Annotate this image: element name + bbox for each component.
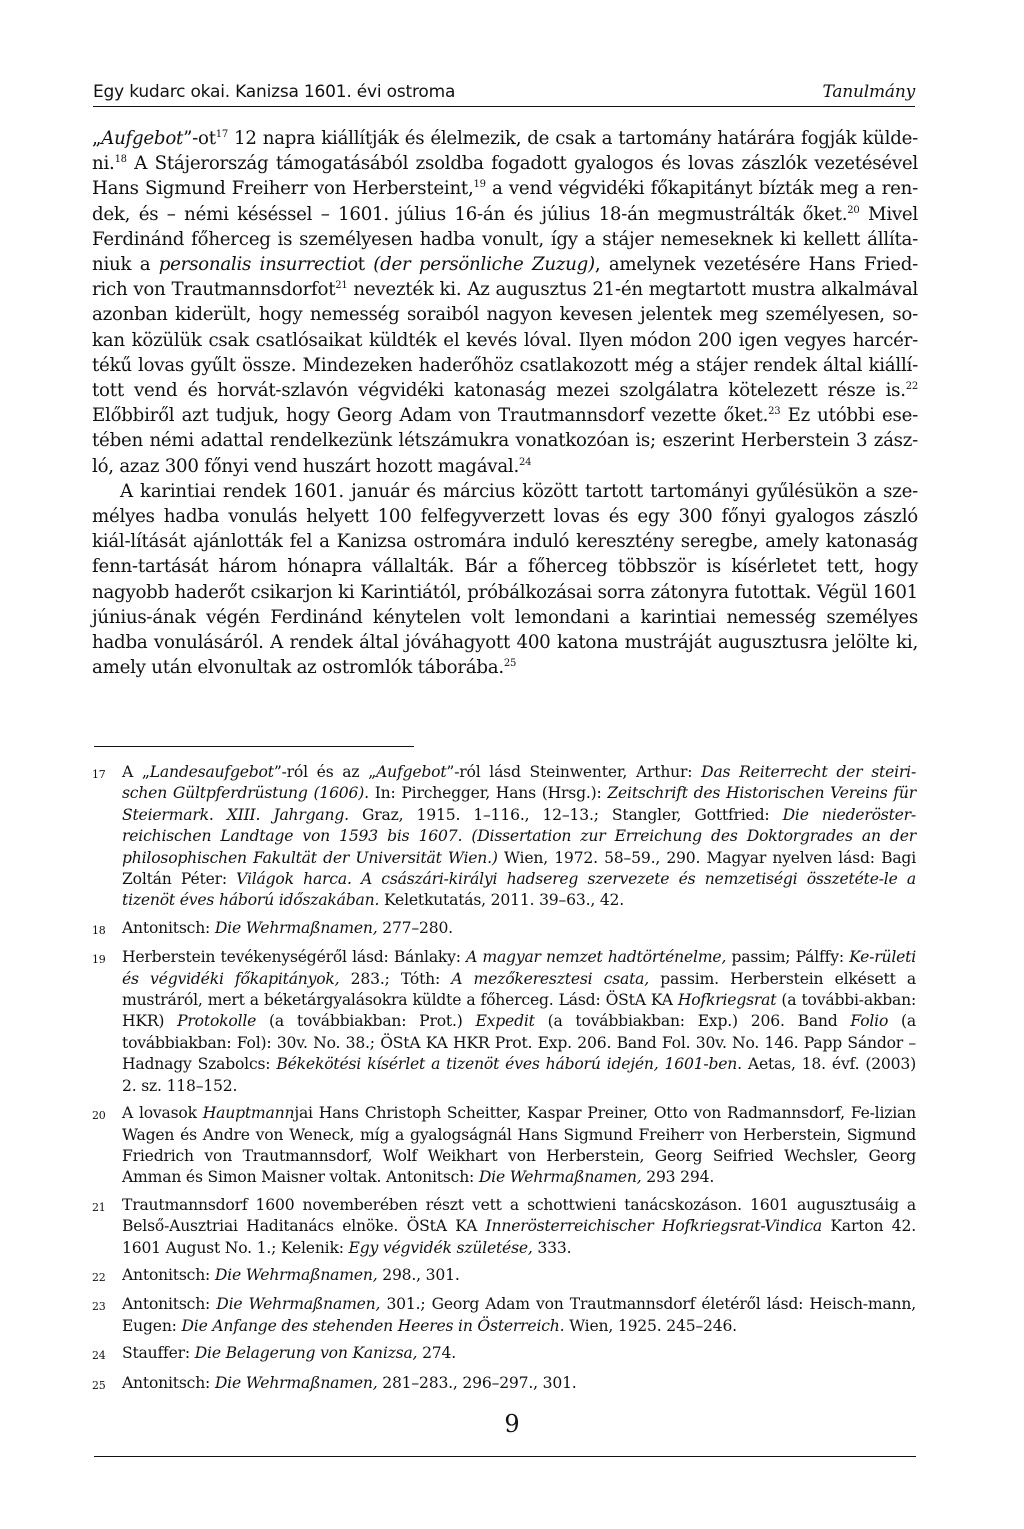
text-run: (a továbbiakban: Fol): 30v. No. 38.; ÖStA KA HKR Prot. Exp. 206. Band Fol. 30v. No. 146. Papp Sándor – Hadnagy Szabolcs: [122, 1012, 916, 1074]
text-run: ”-ról lásd Steinwenter, Arthur: [446, 763, 702, 781]
footnote-ref: 19 [473, 179, 486, 191]
text-run: Antonitsch: [122, 1265, 215, 1284]
page-number: 9 [504, 1410, 520, 1438]
text-run: passim; Pálffy: [726, 948, 850, 967]
italic-text: Világok harca. A császári-királyi hadsereg szervezete és nemzetiségi összetéte-le a tizenöt éves háború időszakában. [122, 870, 916, 910]
text-run: ”-ot [183, 128, 216, 149]
italic-text: Protokolle [177, 1012, 257, 1031]
italic-text: Die Wehrmaßnamen, [214, 1373, 378, 1392]
italic-text: Die Wehrmaßnamen, [214, 1265, 378, 1284]
paragraph-1 [92, 126, 918, 479]
italic-text: Die Wehrmaßnamen, [478, 1168, 642, 1187]
footnote-text [122, 947, 916, 1097]
footnote-text [122, 762, 916, 912]
footnote-text [122, 1103, 916, 1189]
footnote-20 [92, 1103, 916, 1189]
main-text [92, 126, 918, 680]
italic-text: Aufgebot [376, 763, 447, 781]
footnotes [92, 762, 916, 1402]
running-title: Egy kudarc okai. Kanizsa 1601. évi ostroma [93, 82, 456, 102]
text-run: Aetas, 18. évf. (2003) 2. sz. 118–152. [122, 1055, 916, 1095]
text-run: jai Hans Christoph Scheitter, Kaspar Preiner, Otto von Radmannsdorf, Fe-lizian Wagen és Andre von Weneck, míg a gyalogságnál Hans Sigmund Freiherr von Herberstein, Sigmund Friedrich von Trautmannsdorf, Wolf Weikhart von Herberstein, Georg Seifried Wechsler, Georg Amman és Simon Maisner voltak. Antonitsch: [122, 1104, 917, 1187]
footnote-number: 22 [92, 1270, 106, 1284]
footnote-ref: 22 [905, 380, 918, 392]
text-run: (a továbbiakban: Exp.) 206. Band [534, 1012, 851, 1031]
footnote-number: 24 [92, 1349, 106, 1363]
text-run: 12 napra kiállítják és élelmezik, de csak a tartomány határára fogják külde-ni. [92, 128, 918, 175]
text-run: Előbbiről azt tudjuk, hogy Georg Adam von Trautmannsdorf vezette őket. [92, 405, 769, 427]
text-run: passim. Herberstein elkésett a mustráról, mert a béketárgyalásokra küldte a főherceg. Lásd: ÖStA KA [122, 969, 916, 1010]
text-run: Antonitsch: [122, 918, 215, 937]
italic-text: Innerösterreichischer Hofkriegsrat-Vindica [485, 1217, 822, 1236]
text-run: A „ [122, 763, 150, 781]
text-run: Trautmannsdorf 1600 novemberében részt vett a schottwieni tanácskozáson. 1601 augusztusáig a Belső-Ausztriai Haditanács elnöke. ÖStA KA [122, 1195, 916, 1236]
footnote-ref: 25 [503, 658, 517, 670]
italic-text: (der persönliche Zuzug) [373, 254, 595, 276]
footnote-text [122, 1373, 916, 1396]
text-run: 281–283., 296–297., 301. [377, 1373, 577, 1392]
text-run: 301.; Georg Adam von Trautmannsdorf életéről lásd: Heisch-mann, Eugen: [122, 1295, 916, 1335]
text-run: Stauffer: [122, 1344, 195, 1363]
footnote-text [122, 1343, 916, 1366]
text-run: , amelynek vezetésére Hans Fried-rich von Trautmannsdorfot [92, 254, 918, 301]
text-run: 283.; Tóth: [339, 969, 452, 988]
text-run: (a továbbiakban: Prot.) [256, 1012, 476, 1031]
footnote-number: 20 [92, 1109, 106, 1123]
footnote-22 [92, 1265, 916, 1288]
italic-text: personalis insurrectio [158, 254, 358, 276]
footnote-number: 23 [92, 1300, 106, 1314]
italic-text: Das Reiterrecht der steiri-schen Gültpferdrüstung (1606). [122, 763, 917, 803]
italic-text: Die niederöster-reichischen Landtage von 1593 bis 1607. (Dissertation zur Erreichung des Doktorgrades an der philosophischen Fakultät der Universität Wien.) [122, 805, 916, 867]
bottom-rule [94, 1456, 916, 1457]
footnote-text [122, 1195, 916, 1259]
italic-text: Hauptmann [202, 1104, 295, 1123]
text-run: Antonitsch: [122, 1295, 217, 1314]
footnote-ref: 23 [768, 406, 781, 418]
italic-text: Egy végvidék születése, [348, 1238, 533, 1257]
italic-text: A mezőkeresztesi csata, [451, 969, 650, 988]
paragraph-2 [92, 479, 918, 681]
text-run: Herberstein tevékenységéről lásd: Bánlaky: [122, 948, 467, 967]
text-run: In: Pirchegger, Hans (Hrsg.): [368, 784, 608, 803]
italic-text: Hofkriegsrat [677, 991, 777, 1010]
footnote-17 [92, 762, 916, 912]
footnote-ref: 20 [847, 204, 860, 216]
text-run: (a további-akban: HKR) [122, 991, 916, 1031]
text-run: Wien, 1925. 245–246. [564, 1316, 737, 1335]
text-run: 298., 301. [377, 1265, 460, 1284]
italic-text: Békekötési kísérlet a tizenöt éves háború idején, 1601-ben. [276, 1055, 742, 1074]
footnote-text [122, 918, 916, 941]
text-run: „ [92, 128, 102, 149]
text-run: 333. [532, 1238, 572, 1257]
italic-text: Ke-rületi és végvidéki főkapitányok, [122, 948, 917, 988]
text-run: nevezték ki. Az augusztus 21-én megtartott mustra alkalmával azonban kiderült, hogy nemesség soraiból nagyon kevesen jelentek meg személyesen, so-kan közülük csak csatlósaikat küldték el kevés lóval. Ilyen módon 200 igen vegyes harcér-tékű lovas gyűlt össze. Mindezeken haderőhöz csatlakozott még a stájer rendek által kiállí-tott vend és horvát-szlavón végvidéki katonaság mezei szolgálatra kötelezett része is. [92, 279, 918, 402]
footnote-25 [92, 1373, 916, 1396]
footnote-ref: 18 [114, 154, 127, 166]
footnote-23 [92, 1294, 916, 1337]
italic-text: Die Wehrmaßnamen, [216, 1295, 381, 1314]
italic-text: Die Belagerung von Kanizsa, [194, 1344, 418, 1363]
italic-text: Die Wehrmaßnamen, [214, 918, 378, 937]
footnote-18 [92, 918, 916, 941]
italic-text: Landesaufgebot [149, 763, 274, 781]
text-run: 277–280. [377, 918, 453, 937]
running-header [93, 82, 915, 107]
text-run: Antonitsch: [122, 1373, 215, 1392]
text-run: A Stájerország támogatásából zsoldba fogadott gyalogos és lovas zászlók vezetésével Hans Sigmund Freiherr von Herbersteint, [92, 153, 918, 200]
text-run: Ez utóbbi ese-tében némi adattal rendelkezünk létszámukra vonatkozóan is; eszerint Herberstein 3 zász-ló, azaz 300 főnyi vend huszárt hozott magával. [92, 405, 918, 477]
italic-text: A magyar nemzet hadtörténelme, [466, 948, 727, 967]
text-run: t [357, 254, 374, 276]
italic-text: Expedit [475, 1012, 535, 1031]
footnote-separator [94, 746, 414, 747]
footnote-number: 19 [92, 953, 106, 967]
text-run: 293 294. [641, 1168, 715, 1187]
text-run: A karintiai rendek 1601. január és március között tartott tartományi gyűlésükön a sze-mélyes hadba vonulás helyett 100 felfegyverzett lovas és egy 300 főnyi gyalogos zászló kiál-lítását ajánlották fel a Kanizsa ostromára induló keresztény seregbe, amely katonaság fenn-tartását három hónapra vállalták. Bár a főherceg többször is kísérletet tett, hogy nagyobb haderőt csikarjon ki Karintiától, próbálkozásai sorra zátonyra futottak. Végül 1601 június-ának végén Ferdinánd kénytelen volt lemondani a karintiai nemesség személyes hadba vonulásáról. A rendek által jóváhagyott 400 katona mustráját augusztusra jelölte ki, amely után elvonultak az ostromlók táborába. [92, 480, 918, 679]
footnote-21 [92, 1195, 916, 1259]
footnote-ref: 24 [519, 456, 532, 468]
text-run: 274. [417, 1344, 457, 1363]
italic-text: Aufgebot [101, 128, 184, 149]
text-run: ”-ról és az „ [273, 763, 377, 781]
footnote-number: 25 [92, 1378, 106, 1392]
text-run: a vend végvidéki főkapitányt bízták meg a ren-dek, és – némi késéssel – 1601. július 16-án és július 18-án megmustrálták őket. [92, 178, 918, 225]
italic-text: Zeitschrift des Historischen Vereins für Steiermark. XIII. Jahrgang. [122, 784, 916, 824]
footnote-number: 18 [92, 923, 106, 937]
footnote-24 [92, 1343, 916, 1366]
text-run: A lovasok [122, 1104, 203, 1123]
footnote-ref: 17 [215, 128, 229, 140]
footnote-ref: 21 [335, 280, 348, 292]
text-run: Wien, 1972. 58–59., 290. Magyar nyelven lásd: Bagi Zoltán Péter: [122, 848, 916, 889]
footnote-number: 21 [92, 1200, 106, 1214]
text-run: Mivel Ferdinánd főherceg is személyesen hadba vonult, így a stájer nemeseknek ki kellett állíta-niuk a [92, 203, 918, 276]
text-run: Keletkutatás, 2011. 39–63., 42. [379, 891, 625, 910]
section-label: Tanulmány [822, 82, 915, 102]
footnote-text [122, 1294, 916, 1337]
footnote-number: 17 [92, 768, 106, 781]
text-run: Graz, 1915. 1–116., 12–13.; Stangler, Gottfried: [348, 805, 783, 824]
footnote-19 [92, 947, 916, 1097]
italic-text: Die Anfange des stehenden Heeres in Österreich. [181, 1316, 565, 1335]
footnote-text [122, 1265, 916, 1288]
italic-text: Folio [850, 1012, 889, 1031]
text-run: Karton 42. 1601 August No. 1.; Kelenik: [122, 1217, 916, 1257]
